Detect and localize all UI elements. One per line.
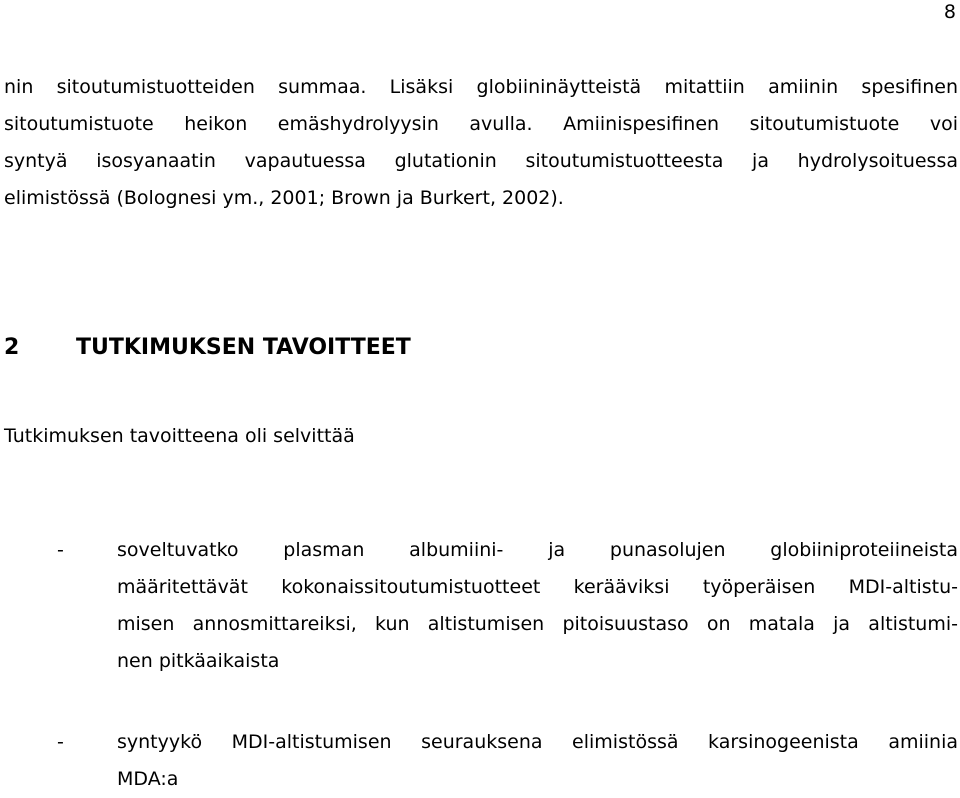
- bullet-marker: -: [57, 731, 64, 753]
- bullet-marker: -: [57, 539, 64, 561]
- paragraph-line: elimistössä (Bolognesi ym., 2001; Brown ja Burkert, 2002).: [4, 187, 564, 209]
- bullet-text: [117, 532, 958, 680]
- paragraph-line: sitoutumistuote heikon emäshydrolyysin avulla. Amiinispesifinen sitoutumistuote voi: [4, 113, 958, 135]
- section-heading: [4, 330, 411, 366]
- section-title: TUTKIMUKSEN TAVOITTEET: [76, 335, 411, 360]
- bullet-line: soveltuvatko plasman albumiini- ja punasolujen globiiniproteiineista: [117, 539, 958, 561]
- bullet-item: [57, 724, 958, 798]
- page-number: 8: [943, 1, 956, 23]
- section-lead-text: Tutkimuksen tavoitteena oli selvittää: [4, 425, 355, 447]
- bullet-line: nen pitkäaikaista: [117, 650, 280, 672]
- paragraph-line: nin sitoutumistuotteiden summaa. Lisäksi globiininäytteistä mitattiin amiinin spesifinen: [4, 76, 958, 98]
- bullet-line: misen annosmittareiksi, kun altistumisen pitoisuustaso on matala ja altistumi-: [117, 613, 958, 635]
- intro-paragraph: [4, 69, 958, 217]
- bullet-text: [117, 724, 958, 798]
- paragraph-line: syntyä isosyanaatin vapautuessa glutationin sitoutumistuotteesta ja hydrolysoituessa: [4, 150, 958, 172]
- bullet-item: [57, 532, 958, 680]
- bullet-line: määritettävät kokonaissitoutumistuotteet kerääviksi työperäisen MDI-altistu-: [117, 576, 958, 598]
- bullet-line: MDA:a: [117, 768, 179, 790]
- bullet-line: syntyykö MDI-altistumisen seurauksena elimistössä karsinogeenista amiinia: [117, 731, 958, 753]
- section-number: 2: [4, 335, 20, 360]
